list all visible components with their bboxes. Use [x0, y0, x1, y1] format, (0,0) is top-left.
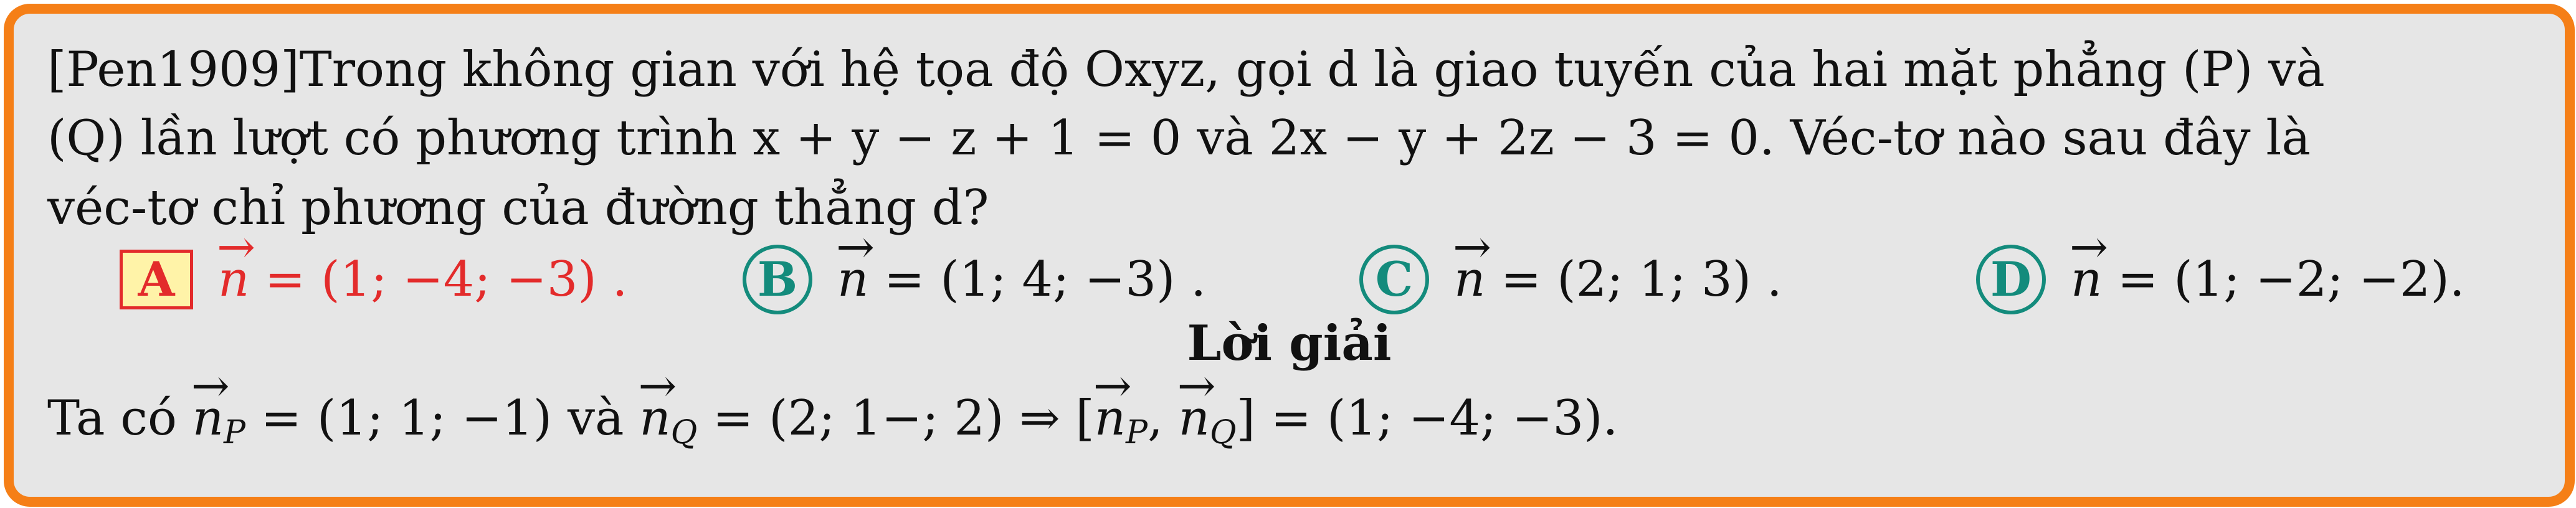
option-a-badge: A — [120, 250, 193, 309]
option-c-badge: C — [1359, 245, 1429, 314]
option-d-vector: → n — [2071, 248, 2102, 311]
option-b-badge: B — [743, 245, 812, 314]
option-b-vector: → n — [837, 248, 868, 311]
option-a-vector: → n — [218, 248, 249, 311]
answer-options — [14, 245, 2565, 314]
option-b-value: = (1; 4; −3) . — [884, 252, 1207, 308]
solution-heading: Lời giải — [1187, 315, 1392, 372]
option-d-badge: D — [1976, 245, 2046, 314]
option-c-vector: → n — [1454, 248, 1485, 311]
vector-nq: → n — [639, 387, 670, 449]
option-d-value: = (1; −2; −2). — [2117, 252, 2465, 308]
option-c[interactable] — [1359, 245, 1782, 314]
option-c-value: = (2; 1; 3) . — [1501, 252, 1782, 308]
option-a[interactable] — [120, 245, 627, 314]
solution-nq-value: = (2; 1−; 2) ⇒ — [713, 390, 1060, 446]
solution-intro: Ta có — [47, 390, 177, 446]
option-b[interactable] — [743, 245, 1206, 314]
vector-np: → n — [192, 387, 224, 449]
problem-line-1: [Pen1909]Trong không gian với hệ tọa độ Oxyz, gọi d là giao tuyến của hai mặt phẳng (P) và — [47, 42, 2325, 98]
subscript-p: P — [223, 414, 245, 451]
solution-np-value: = (1; 1; −1) và — [260, 390, 624, 446]
cross-product: [→ $n_P$, → $n_Q$] — [1075, 390, 1255, 446]
solution-result: = (1; −4; −3). — [1270, 390, 1618, 446]
problem-card — [4, 4, 2575, 507]
option-a-value: = (1; −4; −3) . — [265, 252, 628, 308]
problem-line-3: véc-tơ chỉ phương của đường thẳng d? — [47, 180, 989, 236]
option-d[interactable] — [1976, 245, 2465, 314]
solution-line — [47, 387, 1618, 464]
problem-line-2: (Q) lần lượt có phương trình x + y − z + 1 = 0 và 2x − y + 2z − 3 = 0. Véc-tơ nào sau đây là — [47, 110, 2311, 166]
subscript-q: Q — [670, 414, 698, 451]
